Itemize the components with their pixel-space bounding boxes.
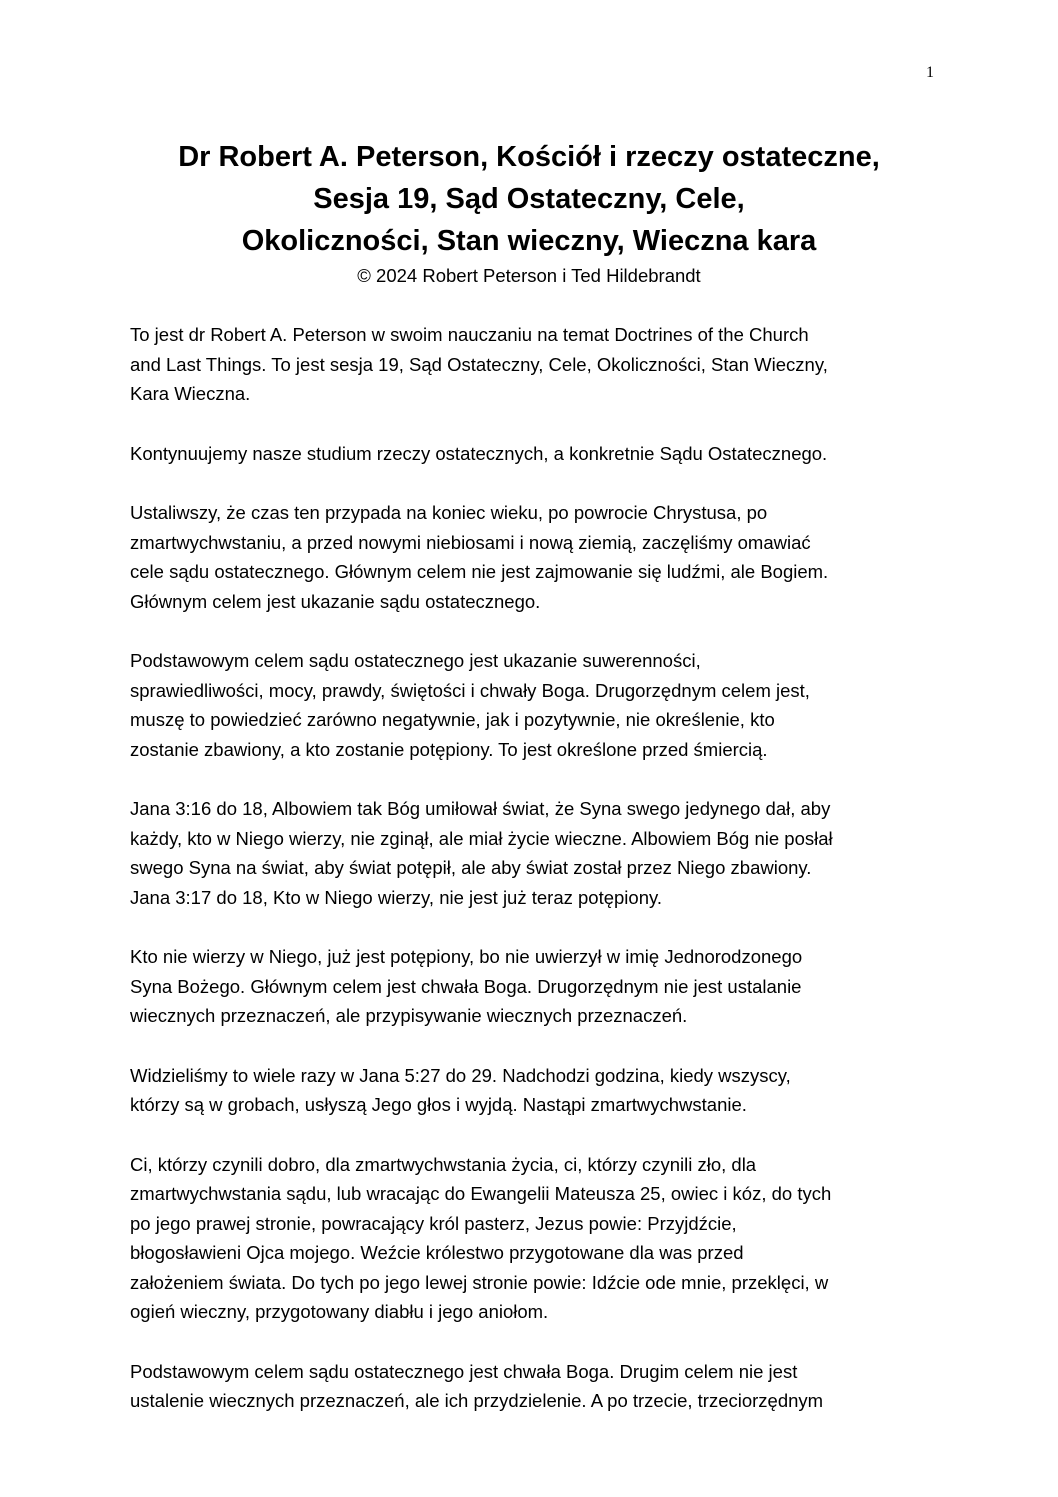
paragraph-line: and Last Things. To jest sesja 19, Sąd Ostateczny, Cele, Okoliczności, Stan Wieczny, (130, 353, 828, 375)
paragraph-line: Widzieliśmy to wiele razy w Jana 5:27 do 29. Nadchodzi godzina, kiedy wszyscy, (130, 1064, 791, 1086)
paragraph-line: Jana 3:17 do 18, Kto w Niego wierzy, nie jest już teraz potępiony. (130, 886, 663, 908)
document-title-line: Dr Robert A. Peterson, Kościół i rzeczy ostateczne, (178, 141, 880, 173)
paragraph-line: wiecznych przeznaczeń, ale przypisywanie wiecznych przeznaczeń. (130, 1005, 688, 1026)
paragraph-line: zmartwychwstania sądu, lub wracając do Ewangelii Mateusza 25, owiec i kóz, do tych (130, 1183, 832, 1204)
paragraph-line: Kto nie wierzy w Niego, już jest potępiony, bo nie uwierzył w imię Jednorodzonego (130, 946, 803, 967)
paragraph-line: Głównym celem jest ukazanie sądu ostatecznego. (130, 590, 541, 612)
document-title-line: Okoliczności, Stan wieczny, Wieczna kara (241, 225, 817, 257)
paragraph-line: ogień wieczny, przygotowany diabłu i jego aniołom. (130, 1301, 549, 1322)
paragraph (130, 1357, 930, 1416)
paragraph-line: Kara Wieczna. (130, 383, 251, 404)
paragraph-line: zostanie zbawiony, a kto zostanie potępiony. To jest określone przed śmiercią. (130, 738, 768, 760)
document-title-line: Sesja 19, Sąd Ostateczny, Cele, (313, 183, 745, 215)
copyright-notice: © 2024 Robert Peterson i Ted Hildebrandt (357, 265, 701, 286)
paragraph-line: sprawiedliwości, mocy, prawdy, świętości i chwały Boga. Drugorzędnym celem jest, (130, 679, 810, 701)
paragraph-line: Podstawowym celem sądu ostatecznego jest ukazanie suwerenności, (130, 650, 701, 671)
paragraph-line: Jana 3:16 do 18, Albowiem tak Bóg umiłował świat, że Syna swego jedynego dał, aby (130, 798, 831, 819)
paragraph (130, 439, 930, 469)
paragraph (130, 794, 930, 912)
paragraph-line: Syna Bożego. Głównym celem jest chwała Boga. Drugorzędnym nie jest ustalanie (130, 975, 802, 997)
paragraph-line: To jest dr Robert A. Peterson w swoim nauczaniu na temat Doctrines of the Church (130, 324, 809, 345)
paragraph-line: założeniem świata. Do tych po jego lewej stronie powie: Idźcie ode mnie, przeklęci, w (130, 1271, 829, 1293)
paragraph-line: muszę to powiedzieć zarówno negatywnie, jak i pozytywnie, nie określenie, kto (130, 709, 775, 730)
paragraph-line: Ci, którzy czynili dobro, dla zmartwychwstania życia, ci, którzy czynili zło, dla (130, 1153, 757, 1175)
paragraph (130, 320, 930, 409)
paragraph-line: zmartwychwstaniu, a przed nowymi niebiosami i nową ziemią, zaczęliśmy omawiać (130, 531, 811, 553)
page-number: 1 (926, 64, 934, 81)
paragraph-line: po jego prawej stronie, powracający król pasterz, Jezus powie: Przyjdźcie, (130, 1212, 737, 1234)
paragraph (130, 942, 930, 1031)
document-body (130, 320, 930, 1446)
paragraph (130, 646, 930, 764)
paragraph-line: każdy, kto w Niego wierzy, nie zginął, ale miał życie wieczne. Albowiem Bóg nie posłał (130, 827, 833, 849)
paragraph (130, 1061, 930, 1120)
paragraph-line: Kontynuujemy nasze studium rzeczy ostatecznych, a konkretnie Sądu Ostatecznego. (130, 442, 828, 464)
paragraph-line: cele sądu ostatecznego. Głównym celem nie jest zajmowanie się ludźmi, ale Bogiem. (130, 561, 829, 582)
paragraph-line: swego Syna na świat, aby świat potępił, ale aby świat został przez Niego zbawiony. (130, 857, 812, 878)
paragraph (130, 498, 930, 616)
paragraph-line: ustalenie wiecznych przeznaczeń, ale ich przydzielenie. A po trzecie, trzeciorzędnym (130, 1390, 824, 1411)
paragraph-line: Ustaliwszy, że czas ten przypada na koniec wieku, po powrocie Chrystusa, po (130, 502, 768, 523)
paragraph-line: błogosławieni Ojca mojego. Weźcie królestwo przygotowane dla was przed (130, 1242, 744, 1263)
document-header (60, 136, 998, 290)
paragraph (130, 1150, 930, 1327)
paragraph-line: Podstawowym celem sądu ostatecznego jest chwała Boga. Drugim celem nie jest (130, 1360, 798, 1382)
paragraph-line: którzy są w grobach, usłyszą Jego głos i wyjdą. Nastąpi zmartwychwstanie. (130, 1094, 747, 1115)
